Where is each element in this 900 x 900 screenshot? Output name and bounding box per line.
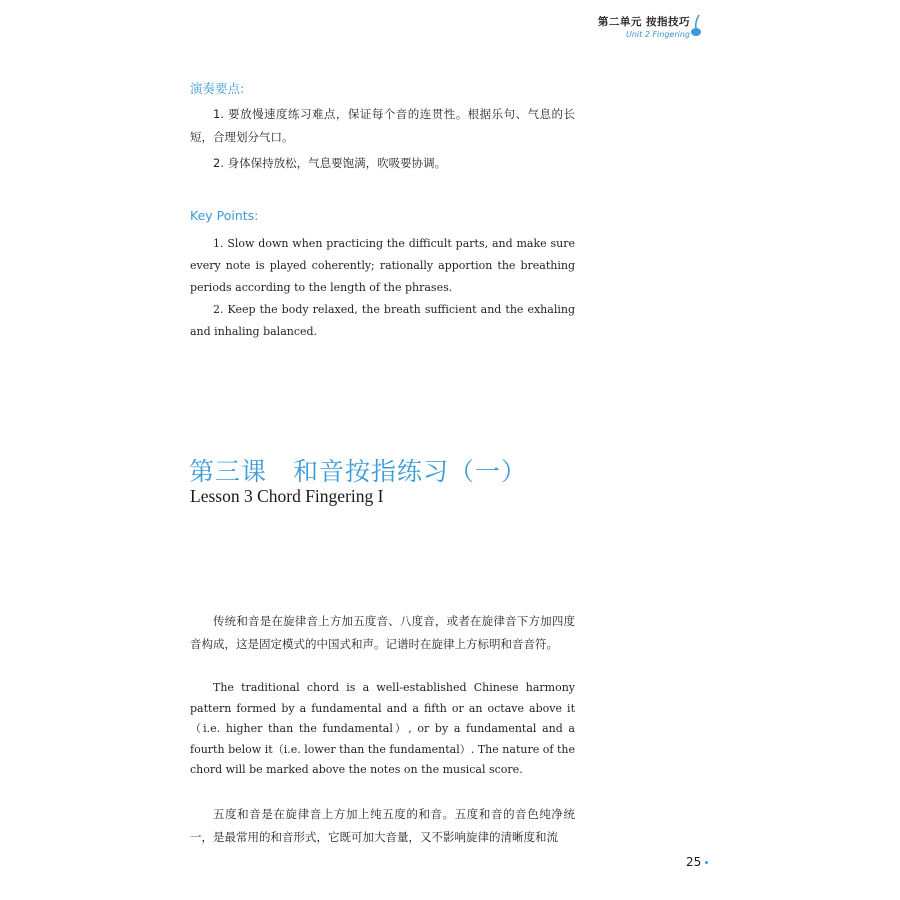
key-point-cn-1: 1. 要放慢速度练习难点，保证每个音的连贯性。根据乐句、气息的长短，合理划分气口。	[190, 107, 575, 144]
key-points-en-heading: Key Points:	[190, 208, 259, 223]
music-note-icon	[690, 14, 704, 38]
running-header	[598, 14, 690, 39]
unit-title-cn: 第二单元 按指技巧	[597, 16, 690, 28]
key-point-en-1: 1. Slow down when practicing the difficult parts, and make sure every note is played coherently; rationally apportion the breathing periods according to the length of the phrases.	[190, 237, 575, 294]
page-dot-icon	[705, 861, 708, 864]
body-paragraph-1-en	[190, 678, 575, 781]
lesson-title-en: Lesson 3 Chord Fingering I	[190, 486, 384, 506]
page-number-text: 25	[686, 855, 702, 869]
key-points-cn-heading: 演奏要点:	[190, 81, 245, 96]
body-p1-en-text: The traditional chord is a well-established Chinese harmony pattern formed by a fundamental and a fifth or an octave above it（i.e. higher than the fundamental）, or by a fundamental and a fourth below it（i.e. lower than the fundamental）. The nature of the chord will be marked above the notes on the musical score.	[190, 681, 575, 776]
body-paragraph-2-cn	[190, 803, 575, 849]
key-point-en-2: 2. Keep the body relaxed, the breath sufficient and the exhaling and inhaling balanced.	[190, 303, 575, 338]
body-p1-cn-text: 传统和音是在旋律音上方加五度音、八度音，或者在旋律音下方加四度音构成，这是固定模式的中国式和声。记谱时在旋律上方标明和音音符。	[190, 614, 575, 651]
page-number	[686, 855, 708, 869]
unit-title-en: Unit 2 Fingering	[625, 30, 690, 39]
key-point-cn-2: 2. 身体保持放松，气息要饱满，吹吸要协调。	[213, 156, 447, 170]
key-points-cn-body	[190, 103, 575, 175]
body-paragraph-1-cn	[190, 610, 575, 656]
lesson-title-cn: 第三课 和音按指练习（一）	[189, 457, 528, 486]
body-p2-cn-text: 五度和音是在旋律音上方加上纯五度的和音。五度和音的音色纯净统一，是最常用的和音形式，它既可加大音量，又不影响旋律的清晰度和流	[190, 807, 575, 844]
key-points-en-body	[190, 233, 575, 343]
